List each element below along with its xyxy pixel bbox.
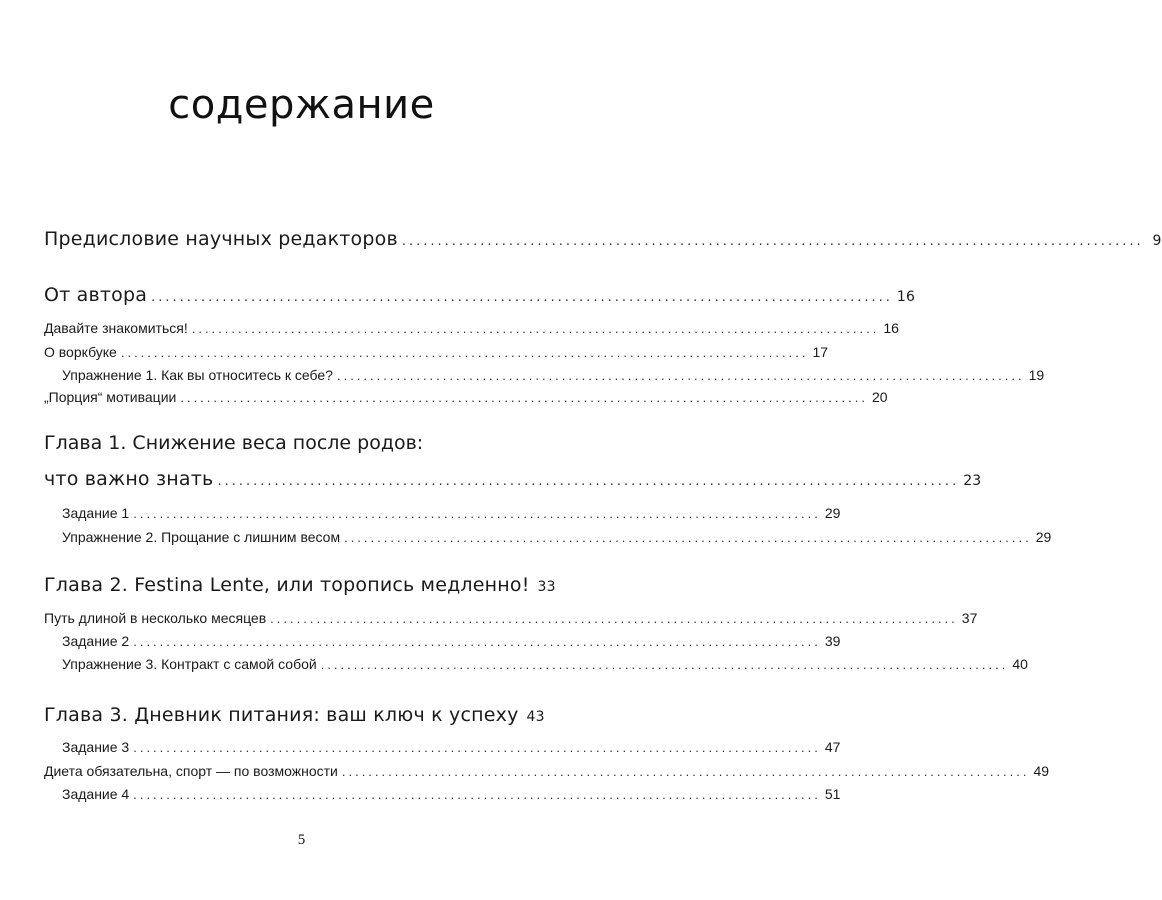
toc-entry-title: Упражнение 3. Контракт с самой собой <box>62 656 317 672</box>
toc-entry[interactable] <box>44 610 978 626</box>
toc-entry[interactable] <box>44 763 1050 779</box>
toc-entry-title: Упражнение 1. Как вы относитесь к себе? <box>62 367 333 383</box>
toc-entry-page: 16 <box>896 289 916 305</box>
toc-entry-title: Путь длиной в несколько месяцев <box>44 610 267 626</box>
toc-entry-title: Глава 2. Festina Lente, или торопись медленно! <box>44 574 530 596</box>
toc-entry[interactable] <box>62 656 1028 672</box>
toc-entry[interactable] <box>62 786 841 802</box>
toc-entry-page: 51 <box>824 786 841 802</box>
toc-entry-title: Задание 3 <box>62 739 130 755</box>
toc-entry-preface[interactable] <box>44 228 1162 250</box>
toc-entry-page: 19 <box>1028 367 1045 383</box>
toc-entry-title: От автора <box>44 284 148 306</box>
toc-entry-title: Задание 1 <box>62 505 130 521</box>
toc-entry-page: 29 <box>824 505 841 521</box>
leader-dots: ........................................................................................................ <box>133 506 821 521</box>
toc-entry-page: 33 <box>537 579 556 595</box>
leader-dots: ........................................................................................................ <box>133 740 821 755</box>
toc-entry-page: 20 <box>871 389 888 405</box>
toc-entry-page: 39 <box>824 633 841 649</box>
leader-dots: ........................................................................................................ <box>120 345 809 360</box>
toc-entry-title: что важно знать <box>44 468 214 490</box>
leader-dots: ........................................................................................................ <box>191 321 880 336</box>
leader-dots: ........................................................................................................ <box>401 234 1144 249</box>
leader-dots: ........................................................................................................ <box>217 474 960 489</box>
page-title: содержание <box>168 82 435 128</box>
toc-entry-page: 43 <box>526 709 545 725</box>
page-number: 5 <box>297 832 306 848</box>
toc-entry-title: О воркбуке <box>44 344 117 360</box>
toc-entry-page: 29 <box>1035 529 1052 545</box>
toc-entry-title: Задание 2 <box>62 633 130 649</box>
toc-entry[interactable] <box>62 367 1045 383</box>
toc-entry-title: Давайте знакомиться! <box>44 320 188 336</box>
toc-entry-page: 17 <box>812 344 829 360</box>
toc-entry-page: 16 <box>883 320 899 336</box>
toc-entry-page: 49 <box>1033 763 1050 779</box>
toc-entry-title: Предисловие научных редакторов <box>44 228 398 250</box>
toc-entry-title: Глава 3. Дневник питания: ваш ключ к успеху <box>44 704 519 726</box>
toc-entry[interactable] <box>62 505 841 521</box>
leader-dots: ........................................................................................................ <box>320 657 1009 672</box>
toc-entry-title: „Порция“ мотивации <box>44 389 177 405</box>
toc-entry-chapter-2[interactable] <box>44 574 556 596</box>
toc-entry[interactable] <box>44 320 899 336</box>
toc-entry-title: Диета обязательна, спорт — по возможности <box>44 763 338 779</box>
toc-entry-chapter-1[interactable] <box>44 468 982 490</box>
toc-entry-page: 9 <box>1152 233 1162 249</box>
leader-dots: ........................................................................................................ <box>133 787 821 802</box>
toc-entry-page: 40 <box>1012 656 1028 672</box>
leader-dots: ........................................................................................................ <box>336 368 1025 383</box>
leader-dots: ........................................................................................................ <box>180 390 868 405</box>
toc-entry[interactable] <box>62 529 1052 545</box>
chapter-title-line: Глава 1. Снижение веса после родов: <box>44 432 424 454</box>
toc-entry-from-author[interactable] <box>44 284 916 306</box>
toc-entry[interactable] <box>62 739 841 755</box>
toc-entry-chapter-3[interactable] <box>44 704 545 726</box>
toc-entry-title: Задание 4 <box>62 786 130 802</box>
leader-dots: ........................................................................................................ <box>341 764 1030 779</box>
leader-dots: ........................................................................................................ <box>344 530 1032 545</box>
toc-entry[interactable] <box>44 389 888 405</box>
toc-entry-page: 37 <box>961 610 978 626</box>
toc-entry[interactable] <box>62 633 841 649</box>
leader-dots: ........................................................................................................ <box>133 634 821 649</box>
toc-entry-page: 23 <box>963 473 982 489</box>
leader-dots: ........................................................................................................ <box>151 290 893 305</box>
toc-entry-page: 47 <box>824 739 841 755</box>
toc-entry-title: Упражнение 2. Прощание с лишним весом <box>62 529 341 545</box>
toc-entry[interactable] <box>44 344 829 360</box>
leader-dots: ........................................................................................................ <box>270 611 958 626</box>
